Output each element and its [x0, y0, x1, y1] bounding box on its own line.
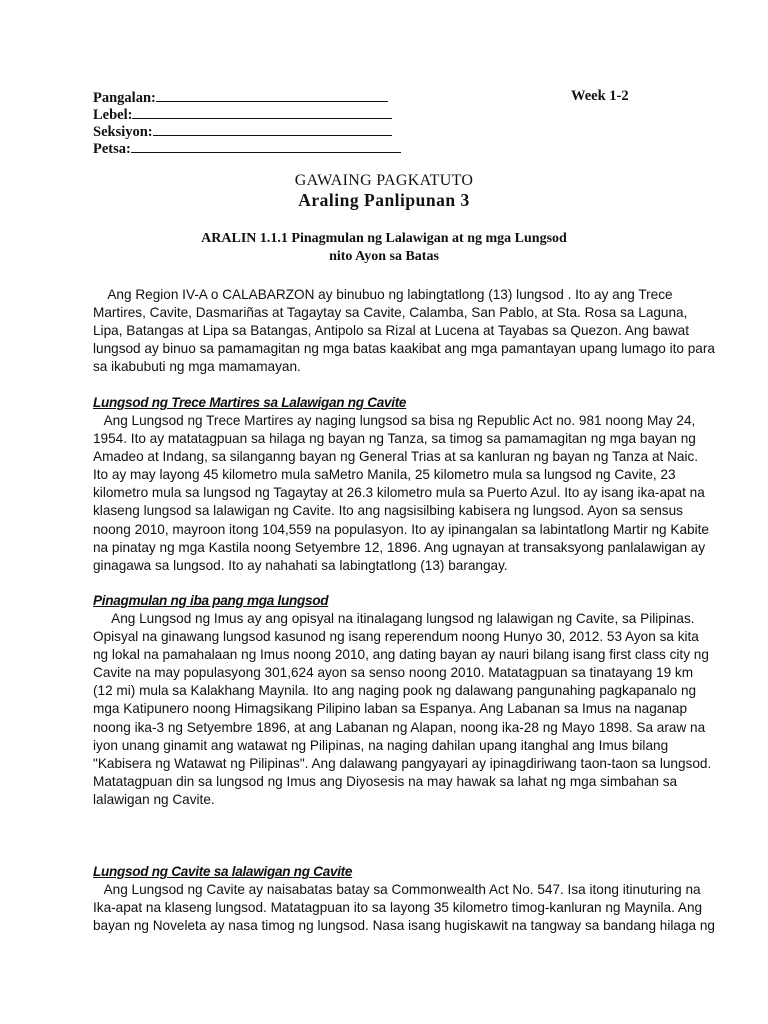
- level-label: Lebel:: [93, 107, 133, 123]
- intro-line: Martires, Cavite, Dasmariñas at Tagaytay sa Cavite, Calamba, San Pablo, at Sta. Rosa sa Laguna,: [93, 305, 688, 321]
- section3-line: bayan ng Noveleta ay nasa timog ng lungsod. Nasa isang hugiskawit na tangway sa bandang hilaga ng: [93, 918, 715, 934]
- section-label: Seksiyon:: [93, 124, 153, 140]
- date-label: Petsa:: [93, 141, 131, 157]
- section2-line: "Kabisera ng Watawat ng Pilipinas". Ang dalawang pangyayari ay ipinagdiriwang taon-taon sa lungsod.: [93, 755, 712, 771]
- section2-line: ng lokal na pamahalaan ng Imus noong 2010, ang dating bayan ay nauri bilang isang first class city ng: [93, 647, 709, 663]
- section1-line: klaseng lungsod sa lalawigan ng Cavite. Ito ang nagsisilbing kabisera ng lungsod. Ayon sa sensus: [93, 503, 683, 519]
- intro-line: lungsod ay binuo sa pamamagitan ng mga batas kaakibat ang mga pamantayan upang lumago ito para: [93, 341, 715, 357]
- section-blank-line[interactable]: [153, 122, 392, 136]
- name-blank-line[interactable]: [156, 88, 388, 102]
- section1-heading: Lungsod ng Trece Martires sa Lalawigan ng Cavite: [93, 395, 407, 410]
- section3-line: Ang Lungsod ng Cavite ay naisabatas batay sa Commonwealth Act No. 547. Isa itong itinuturing na: [93, 882, 701, 897]
- section2-line: Cavite na may populasyong 301,624 ayon sa senso noong 2010. Matatagpuan sa tinatayang 19 km: [93, 665, 694, 681]
- section1-line: noong 2010, mayroon itong 104,559 na populasyon. Ito ay ipinangalan sa labintatlong Martir ng Kabite: [93, 521, 709, 537]
- section3-paragraph: [93, 881, 715, 935]
- intro-line: Lipa, Batangas at Lipa sa Batangas, Antipolo sa Rizal at Lucena at Tayabas sa Quezon. Ang bawat: [93, 323, 690, 339]
- intro-line: Ang Region IV-A o CALABARZON ay binubuo ng labingtatlong (13) lungsod . Ito ay ang Trece: [93, 287, 673, 302]
- section1-line: na pinatay ng mga Kastila noong Setyembre 12, 1896. Ang ugnayan at transaksyong panlalawigan ay: [93, 539, 706, 555]
- intro-paragraph: [93, 286, 715, 376]
- date-blank-line[interactable]: [131, 139, 401, 153]
- section2-line: mga Katipunero noong Himagsikang Pilipino laban sa Espanya. Ang Labanan sa Imus na naganap: [93, 701, 688, 717]
- section1-line: Ang Lungsod ng Trece Martires ay naging lungsod sa bisa ng Republic Act no. 981 noong May 24,: [93, 413, 696, 428]
- section3-line: Ika-apat na klaseng lungsod. Matatagpuan ito sa layong 35 kilometro timog-kanluran ng Maynila. Ang: [93, 900, 703, 916]
- section1-line: kilometro mula sa lungsod ng Tagaytay at 26.3 kilometro mula sa Puerto Azul. Ito ay isang ika-apat na: [93, 485, 705, 501]
- name-label: Pangalan:: [93, 90, 156, 106]
- section1-line: Ito ay may layong 45 kilometro mula saMetro Manila, 25 kilometro mula sa lungsod ng Cavite, 23: [93, 467, 676, 483]
- section2-line: iyon unang ginamit ang watawat ng Pilipinas, na naging dahilan upang itanghal ang Imus bilang: [93, 737, 669, 753]
- section2-paragraph: [93, 610, 712, 809]
- section1-line: Amadeo at Indang, sa silanganng bayan ng General Trias at sa kanluran ng bayan ng Tanza at Naic.: [93, 449, 699, 465]
- section1-line: ginagawa sa lungsod. Ito ay nahahati sa labingtatlong (13) barangay.: [93, 557, 508, 573]
- week-label: Week 1-2: [571, 88, 629, 104]
- intro-line: sa ikabubuti ng mga mamamayan.: [93, 359, 301, 375]
- level-blank-line[interactable]: [132, 105, 392, 119]
- lesson-title-line2: nito Ayon sa Batas: [329, 249, 439, 264]
- subject-title: Araling Panlipunan 3: [298, 190, 470, 210]
- section1-line: 1954. Ito ay matatagpuan sa hilaga ng bayan ng Tanza, sa timog sa pamamagitan ng mga bayan ng: [93, 431, 696, 447]
- activity-title: GAWAING PAGKATUTO: [294, 172, 474, 189]
- lesson-title-line1: ARALIN 1.1.1 Pinagmulan ng Lalawigan at ng mga Lungsod: [201, 231, 567, 246]
- section2-line: Matatagpuan din sa lungsod ng Imus ang Diyosesis na may hawak sa lahat ng mga simbahan sa: [93, 773, 678, 789]
- date-field: [93, 139, 401, 158]
- section2-line: lalawigan ng Cavite.: [93, 791, 215, 807]
- section2-line: Ang Lungsod ng Imus ay ang opisyal na itinalagang lungsod ng lalawigan ng Cavite, sa Pilipinas.: [93, 611, 695, 626]
- section1-paragraph: [93, 412, 709, 575]
- section2-heading: Pinagmulan ng iba pang mga lungsod: [93, 593, 329, 608]
- section3-heading: Lungsod ng Cavite sa lalawigan ng Cavite: [93, 864, 353, 879]
- section2-line: (12 mi) mula sa Kalakhang Maynila. Ito ang naging pook ng dalawang pangunahing pagkapanalo ng: [93, 683, 697, 699]
- section2-line: Opisyal na ginawang lungsod kasunod ng isang reperendum noong Hunyo 30, 2012. 53 Ayon sa kita: [93, 629, 699, 645]
- section2-line: noong ika-3 ng Setyembre 1896, at ang Labanan ng Alapan, noong ika-28 ng Mayo 1898. Sa araw na: [93, 719, 706, 735]
